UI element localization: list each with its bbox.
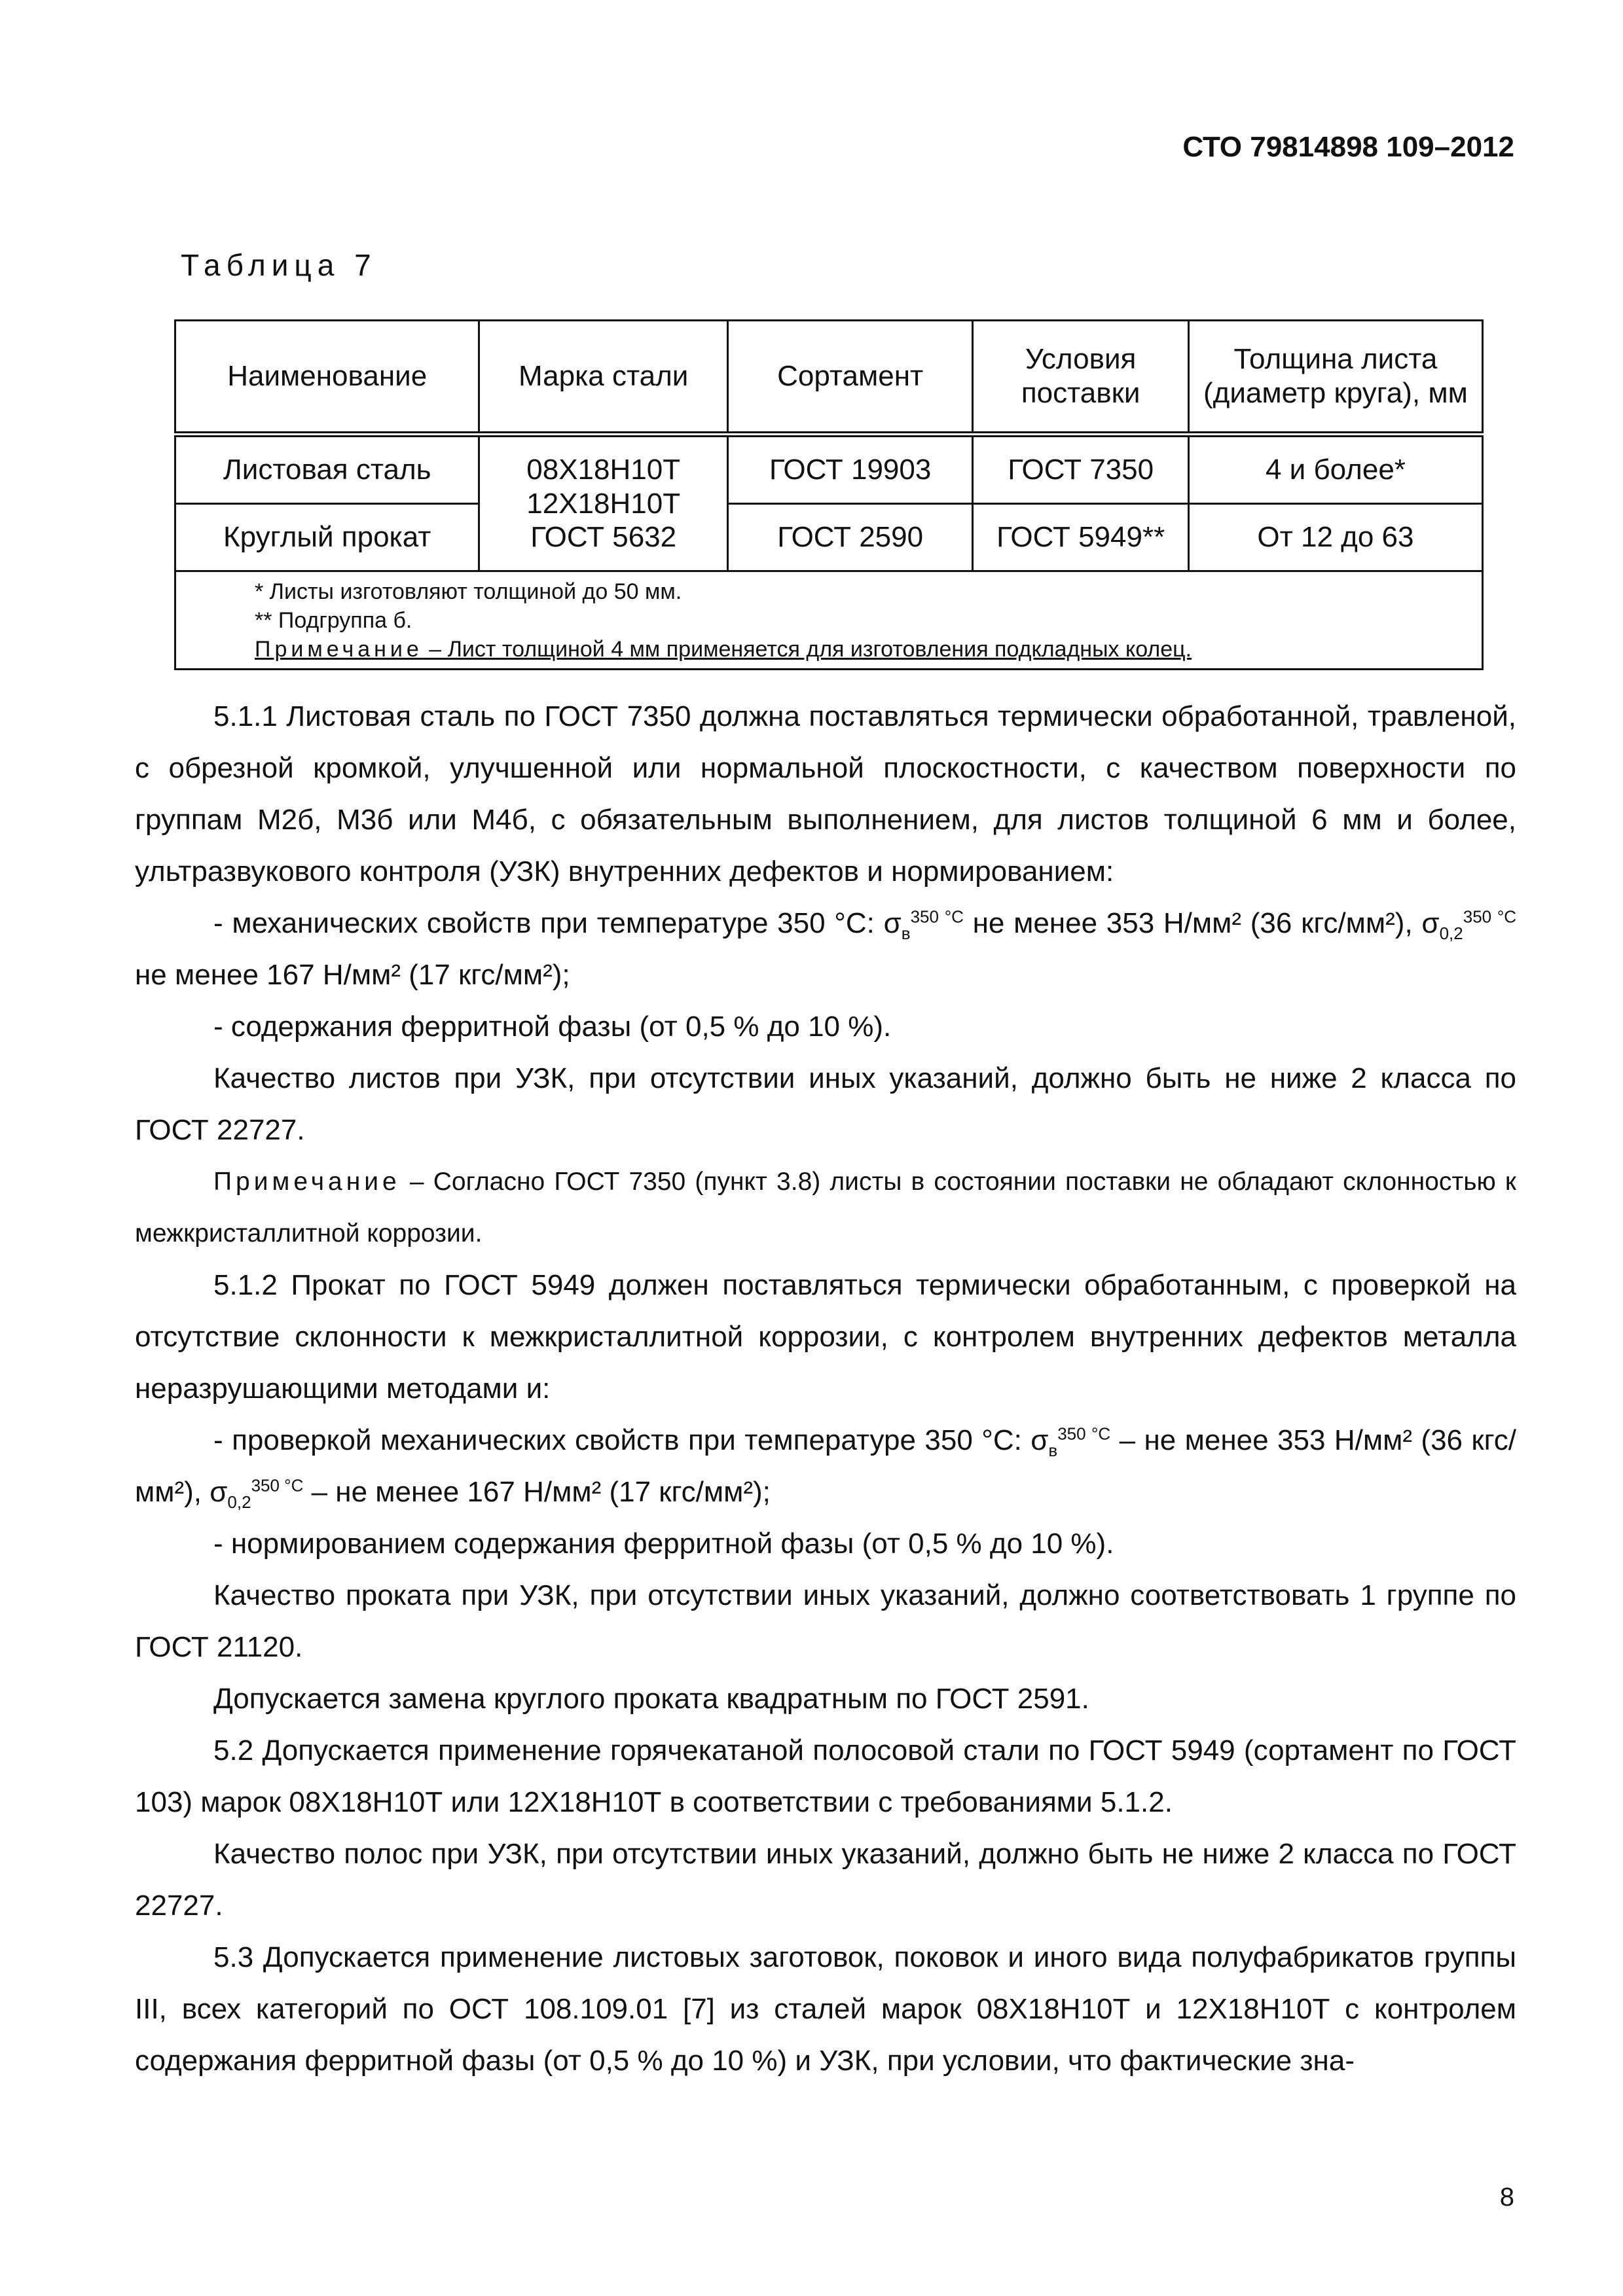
column-header-name: Наименование [175,321,479,435]
paragraph-strip-quality: Качество полос при УЗК, при отсутствии иных указаний, должно быть не ниже 2 класса по ГОСТ 22727. [135,1838,1516,1922]
steel-grade-standard: ГОСТ 5632 [530,521,677,554]
paragraph-5-1-1: 5.1.1 Листовая сталь по ГОСТ 7350 должна поставляться термически обработанной, травленой, с обрезной кромкой, улучшенной или нормальной плоскостности, с качеством поверхности по группам М2б, М3б или М4б, с обязательным выполнением, для листов толщиной 6 мм и более, ультразвукового контроля (УЗК) внутренних дефектов и нормированием: [135,700,1516,888]
note-text: – Лист толщиной 4 мм применяется для изготовления подкладных колец. [422,637,1192,662]
text-span: не менее 353 Н/мм² (36 кгс/мм²), σ [963,907,1440,939]
subscript: в [1048,1440,1058,1460]
paragraph-replacement: Допускается замена круглого проката квадратным по ГОСТ 2591. [213,1683,1089,1715]
table-notes [175,571,1483,670]
paragraph-bar-quality: Качество проката при УЗК, при отсутствии иных указаний, должно соответствовать 1 группе по ГОСТ 21120. [135,1579,1516,1663]
column-header-delivery: Условия поставки [973,321,1188,435]
column-header-grade: Марка стали [479,321,728,435]
paragraph-ferrite: - содержания ферритной фазы (от 0,5 % до 10 %). [213,1011,892,1043]
text-span: - проверкой механических свойств при температуре 350 °С: σ [213,1424,1049,1456]
superscript: 350 °С [910,906,964,927]
cell-sortament: ГОСТ 2590 [727,504,972,571]
cell-thickness: 4 и более* [1188,435,1482,504]
page-number: 8 [1499,2183,1514,2212]
table-note [255,635,1475,664]
paragraph-mech-check [135,1414,1516,1518]
paragraph-sheet-quality: Качество листов при УЗК, при отсутствии иных указаний, должно быть не ниже 2 класса по ГОСТ 22727. [135,1062,1516,1146]
text-span: не менее 167 Н/мм² (17 кгс/мм²); [135,959,570,991]
paragraph-note [135,1156,1516,1259]
note-text: – Согласно ГОСТ 7350 (пункт 3.8) листы в состоянии поставки не обладают склонностью к межкристаллитной коррозии. [135,1168,1516,1247]
column-header-thickness: Толщина листа (диаметр круга), мм [1188,321,1482,435]
cell-delivery: ГОСТ 5949** [973,504,1188,571]
cell-steel-grade [479,435,728,571]
footnote: * Листы изготовляют толщиной до 50 мм. [255,579,682,604]
footnote: ** Подгруппа б. [255,608,412,634]
body-text [135,691,1516,2087]
steel-grade-line: 12Х18Н10Т [526,487,681,520]
paragraph-mech-props [135,897,1516,1001]
table-notes-row [175,571,1483,670]
document-id: СТО 79814898 109–2012 [1182,131,1514,163]
paragraph-5-2: 5.2 Допускается применение горячекатаной полосовой стали по ГОСТ 5949 (сортамент по ГОСТ 103) марок 08Х18Н10Т или 12Х18Н10Т в соответствии с требованиями 5.1.2. [135,1734,1516,1818]
cell-name: Листовая сталь [175,435,479,504]
note-label: Примечание [213,1168,401,1196]
subscript: 0,2 [1439,923,1463,943]
superscript: 350 °С [251,1475,304,1496]
cell-delivery: ГОСТ 7350 [973,435,1188,504]
cell-sortament: ГОСТ 19903 [727,435,972,504]
paragraph-ferrite-norm: - нормированием содержания ферритной фазы (от 0,5 % до 10 %). [213,1528,1114,1560]
table-header-row [175,321,1483,435]
steel-grade-line: 08Х18Н10Т [526,453,681,486]
text-span: - механических свойств при температуре 350 °С: σ [213,907,902,939]
table-row [175,504,1483,571]
steel-table [174,319,1484,670]
subscript: в [901,923,911,943]
cell-thickness: От 12 до 63 [1188,504,1482,571]
subscript: 0,2 [227,1492,251,1512]
superscript: 350 °С [1057,1424,1111,1444]
text-span: – не менее 353 Н/мм² (36 кгс/мм²), σ [135,1424,1516,1508]
table-caption: Таблица 7 [181,248,377,282]
text-span: – не менее 167 Н/мм² (17 кгс/мм²); [303,1476,771,1508]
column-header-sortament: Сортамент [727,321,972,435]
paragraph-5-3: 5.3 Допускается применение листовых заготовок, поковок и иного вида полуфабрикатов группы III, всех категорий по ОСТ 108.109.01 [7] из сталей марок 08Х18Н10Т и 12Х18Н10Т с контролем содержания ферритной фазы (от 0,5 % до 10 %) и УЗК, при условии, что фактические зна- [135,1941,1516,2077]
note-label: Примечание [255,637,423,662]
table-row [175,435,1483,504]
cell-name: Круглый прокат [175,504,479,571]
paragraph-5-1-2: 5.1.2 Прокат по ГОСТ 5949 должен поставляться термически обработанным, с проверкой на отсутствие склонности к межкристаллитной коррозии, с контролем внутренних дефектов металла неразрушающими методами и: [135,1269,1516,1405]
superscript: 350 °С [1463,906,1517,927]
